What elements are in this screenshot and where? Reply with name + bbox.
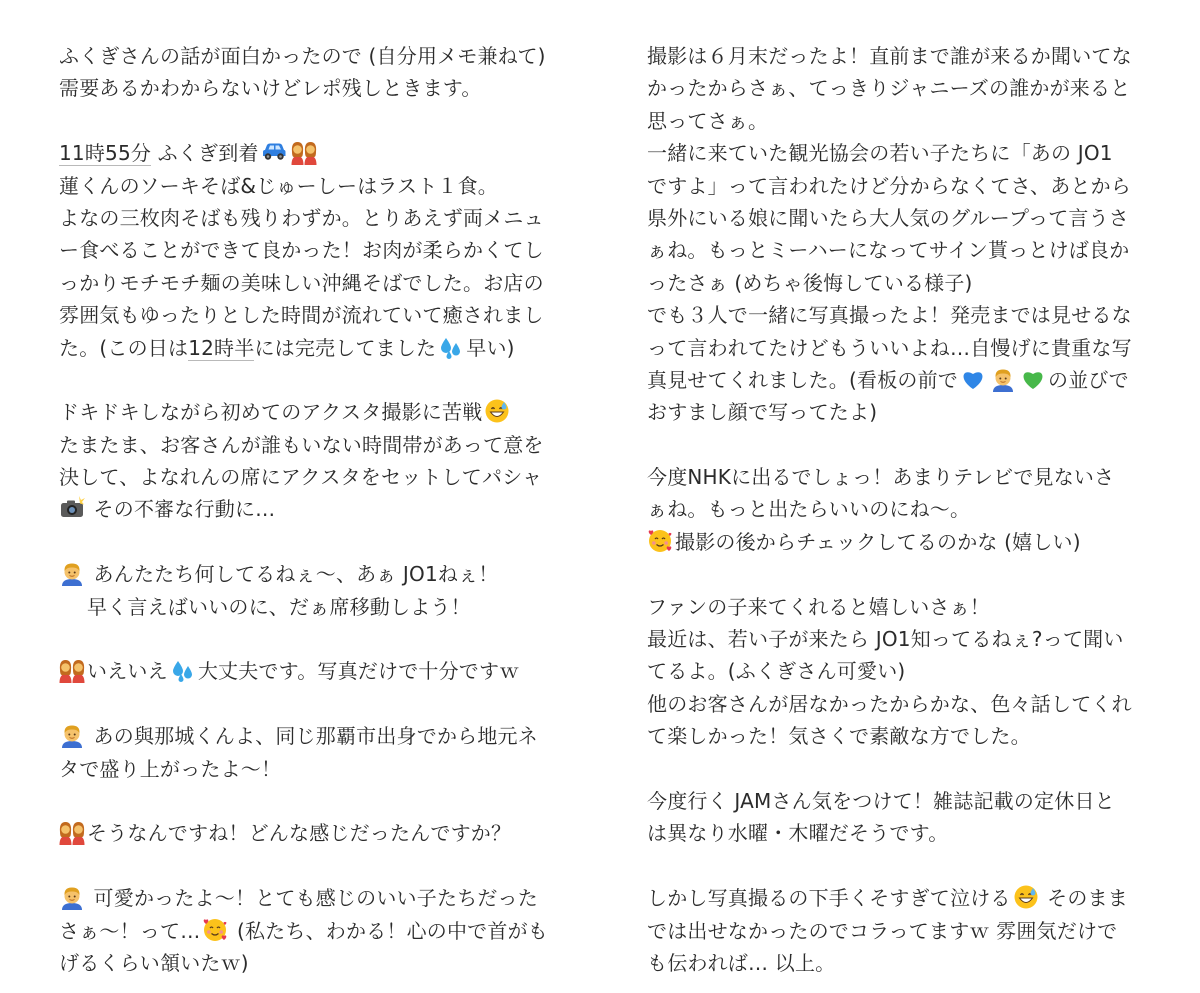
dialogue-line: 早く言えばいいのに、だぁ席移動しよう！ — [87, 594, 471, 619]
camera-flash-icon — [59, 495, 85, 521]
text-run: いえいえ — [87, 659, 168, 684]
paragraph-gap — [647, 429, 1147, 461]
text-line: 県外にいる娘に聞いたら大人気のグループって言うさ — [647, 205, 1129, 230]
dialogue-line — [59, 720, 559, 752]
text-run: 早い) — [466, 335, 515, 360]
text-line: でも３人で一緒に写真撮ったよ！発売までは見せるな — [647, 303, 1132, 328]
man-icon — [990, 366, 1016, 392]
sweat-droplets-icon — [170, 657, 196, 683]
grinning-sweat-icon — [484, 398, 510, 424]
dialogue-line: タで盛り上がったよ〜！ — [59, 756, 282, 781]
couple-icon — [59, 657, 85, 683]
text-run: その不審な行動に… — [87, 497, 276, 522]
text-run: 撮影の後からチェックしてるのかな (嬉しい) — [675, 529, 1081, 554]
text-line: では出せなかったのでコラってますｗ 雰囲気だけで — [647, 918, 1118, 943]
text-run: 真見せてくれました。(看板の前で — [647, 367, 959, 392]
text-line — [59, 493, 559, 525]
text-line: 蓮くんのソーキそば&じゅーしーはラスト１食。 — [59, 173, 498, 198]
grinning-sweat-icon — [1013, 884, 1039, 910]
paragraph-gap — [647, 558, 1147, 590]
arrival-line — [59, 137, 559, 169]
green-heart-icon — [1020, 366, 1046, 392]
text-line: ぁね。もっと出たらいいのにね〜。 — [647, 497, 971, 522]
text-line: ー食べることができて良かった！お肉が柔らかくてし — [59, 238, 544, 263]
text-line: て楽しかった！気さくで素敵な方でした。 — [647, 724, 1031, 749]
paragraph-gap — [647, 850, 1147, 882]
text-run: た。(この日は — [59, 335, 189, 360]
text-line — [59, 396, 559, 428]
dialogue-line — [59, 915, 559, 947]
text-run: あんたたち何してるねぇ〜、あぁ JO1ねぇ！ — [87, 562, 499, 587]
text-run: 可愛かったよ〜！とても感じのいい子たちだった — [87, 886, 538, 911]
text-line: 需要あるかわからないけどレポ残しときます。 — [59, 76, 482, 101]
text-run: (私たち、わかる！心の中で首がも — [230, 918, 548, 943]
text-line: 今度行く JAMさん気をつけて！雑誌記載の定休日と — [647, 788, 1115, 813]
text-line: ふくぎさんの話が面白かったので (自分用メモ兼ねて) — [59, 44, 546, 68]
text-line — [647, 526, 1147, 558]
text-line — [59, 332, 559, 364]
text-run: には完売してました — [254, 335, 437, 360]
text-line: てるよ。(ふくぎさん可愛い) — [647, 659, 906, 684]
paragraph-gap — [59, 785, 559, 817]
paragraph-gap — [59, 526, 559, 558]
text-line: かったからさぁ、てっきりジャニーズの誰かが来ると — [647, 76, 1131, 101]
man-icon — [59, 560, 85, 586]
text-line: たまたま、お客さんが誰もいない時間帯があって意を — [59, 432, 544, 457]
left-column — [59, 40, 559, 979]
dialogue-line: げるくらい頷いたｗ) — [59, 950, 249, 975]
text-line: っかりモチモチ麺の美味しい沖縄そばでした。お店の — [59, 270, 544, 295]
dialogue-line — [59, 655, 559, 687]
text-line: おすまし顔で写ってたよ) — [647, 400, 878, 425]
time-link[interactable]: 12時半 — [188, 335, 255, 360]
sweat-droplets-icon — [438, 334, 464, 360]
time-link[interactable]: 11時55分 — [59, 141, 152, 166]
text-run: の並びで — [1048, 367, 1129, 392]
text-line: よなの三枚肉そばも残りわずか。とりあえず両メニュ — [59, 205, 544, 230]
text-line: 決して、よなれんの席にアクスタをセットしてパシャ — [59, 465, 543, 490]
paragraph-gap — [59, 850, 559, 882]
dialogue-line — [59, 882, 559, 914]
text-run: しかし写真撮るの下手くそすぎて泣ける — [647, 886, 1011, 911]
text-line: ぁね。もっとミーハーになってサイン貰っとけば良か — [647, 238, 1130, 263]
text-line: 一緒に来ていた観光協会の若い子たちに「あの JO1 — [647, 141, 1113, 166]
couple-icon — [291, 139, 317, 165]
text-run: ドキドキしながら初めてのアクスタ撮影に苦戦 — [59, 400, 483, 425]
text-line: って言われてたけどもういいよね…自慢げに貴重な写 — [647, 335, 1132, 360]
paragraph-gap — [59, 623, 559, 655]
text-line: ですよ」って言われたけど分からなくてさ、あとから — [647, 173, 1131, 198]
text-line: 最近は、若い子が来たら JO1知ってるねぇ?って聞い — [647, 627, 1124, 652]
paragraph-gap — [59, 105, 559, 137]
text-line: 思ってさぁ。 — [647, 108, 769, 133]
dialogue-line — [59, 817, 559, 849]
text-run: 大丈夫です。写真だけで十分ですｗ — [197, 659, 520, 684]
paragraph-gap — [59, 364, 559, 396]
text-run: あの與那城くんよ、同じ那覇市出身でから地元ネ — [87, 724, 538, 749]
smiling-hearts-icon — [647, 528, 673, 554]
text-run: そうなんですね！どんな感じだったんですか？ — [87, 821, 512, 846]
text-line: ファンの子来てくれると嬉しいさぁ！ — [647, 594, 990, 619]
right-column — [647, 40, 1147, 979]
paragraph-gap — [59, 688, 559, 720]
text-run: さぁ〜！って… — [59, 918, 201, 943]
man-icon — [59, 884, 85, 910]
text-line: も伝われば… 以上。 — [647, 950, 836, 975]
smiling-hearts-icon — [202, 917, 228, 943]
car-icon — [261, 139, 287, 165]
couple-icon — [59, 819, 85, 845]
man-icon — [59, 722, 85, 748]
text-line: 撮影は６月末だったよ！直前まで誰が来るか聞いてな — [647, 44, 1132, 68]
text-line: 他のお客さんが居なかったからかな、色々話してくれ — [647, 691, 1132, 716]
paragraph-gap — [647, 753, 1147, 785]
text-line: ったさぁ (めちゃ後悔している様子) — [647, 270, 973, 295]
text-run: そのまま — [1040, 886, 1128, 911]
blue-heart-icon — [960, 366, 986, 392]
text-line: 今度NHKに出るでしょっ！あまりテレビで見ないさ — [647, 465, 1115, 490]
text-line: は異なり水曜・木曜だそうです。 — [647, 821, 949, 846]
text-line — [647, 882, 1147, 914]
text-line — [647, 364, 1147, 396]
text-line: 雰囲気もゆったりとした時間が流れていて癒されまし — [59, 303, 544, 328]
text-run: ふくぎ到着 — [151, 141, 259, 166]
dialogue-line — [59, 558, 559, 590]
